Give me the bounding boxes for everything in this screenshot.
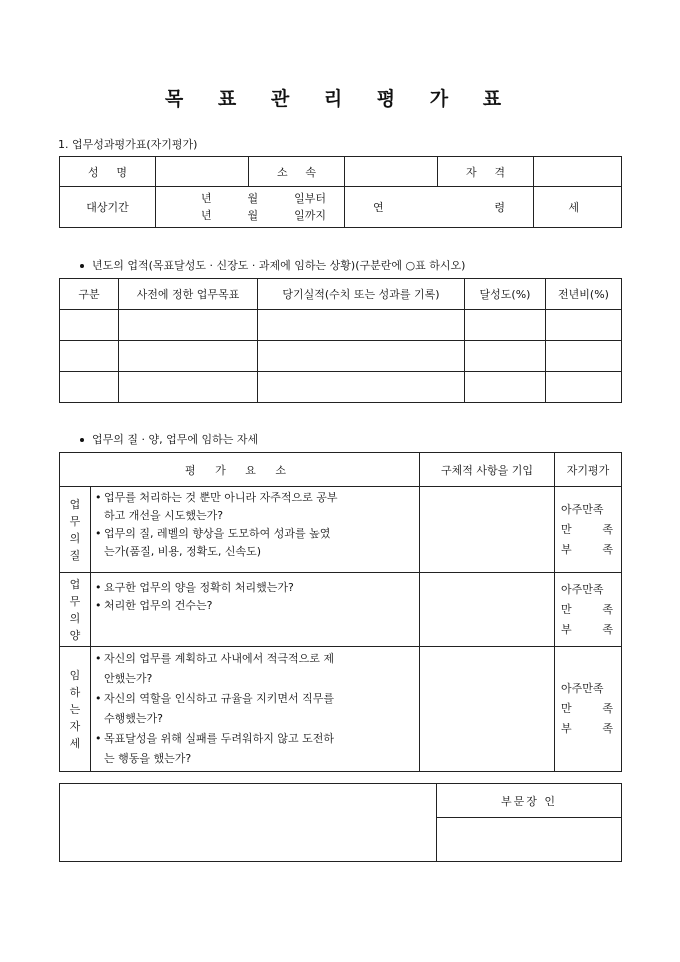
header-category: 구분 — [60, 279, 119, 310]
header-result: 당기실적(수치 또는 성과를 기록) — [258, 279, 465, 310]
eval-group-quality — [60, 487, 622, 573]
section-2-heading: 년도의 업적(목표달성도 · 신장도 · 과제에 임하는 상황)(구분란에 ○표 하시오) — [80, 257, 465, 273]
group-label-quality: 업 무 의 질 — [60, 487, 91, 573]
remarks-field[interactable] — [60, 784, 437, 862]
self-rating[interactable]: 아주만족 만 족 부 족 — [555, 647, 622, 772]
list-item: • 요구한 업무의 양을 정확히 처리했는가? — [95, 581, 294, 594]
qual-label: 자 격 — [466, 165, 505, 179]
confirm-label: 부문장 인 — [437, 784, 622, 818]
dept-label: 소 속 — [277, 165, 316, 179]
list-item: • 업무의 질, 레벨의 향상을 도모하여 성과를 높였 는가(품질, 비용, 정확도, 신속도) — [95, 527, 331, 558]
list-item: • 자신의 역할을 인식하고 규율을 지키면서 직무를 수행했는가? — [95, 692, 335, 725]
list-item: • 목표달성을 위해 실패를 두려워하지 않고 도전하 는 행동을 했는가? — [95, 732, 335, 765]
section-1-heading: 1. 업무성과평가표(자기평가) — [58, 138, 198, 151]
dept-field[interactable] — [345, 157, 438, 187]
group-label-attitude: 임 하 는 자 세 — [60, 647, 91, 772]
table-row — [60, 310, 622, 341]
evaluation-table — [59, 452, 622, 772]
self-rating[interactable]: 아주만족 만 족 부 족 — [555, 573, 622, 647]
table-row — [60, 372, 622, 403]
name-field[interactable] — [156, 157, 249, 187]
period-field[interactable]: 년 월 일부터 년 월 일까지 — [156, 187, 345, 228]
group-label-quantity: 업 무 의 양 — [60, 573, 91, 647]
signature-field[interactable] — [437, 818, 622, 862]
header-detail: 구체적 사항을 기입 — [420, 453, 555, 487]
eval-group-attitude — [60, 647, 622, 772]
period-label: 대상기간 — [60, 187, 156, 228]
info-table — [59, 156, 622, 228]
confirmation-table — [59, 783, 622, 862]
table-row — [60, 341, 622, 372]
page-title: 목 표 관 리 평 가 표 — [164, 88, 516, 110]
header-yoy: 전년비(%) — [546, 279, 622, 310]
name-label: 성 명 — [88, 165, 127, 179]
detail-field[interactable] — [420, 573, 555, 647]
header-goal: 사전에 정한 업무목표 — [119, 279, 258, 310]
header-achievement: 달성도(%) — [465, 279, 546, 310]
header-self: 자기평가 — [555, 453, 622, 487]
eval-group-quantity — [60, 573, 622, 647]
list-item: • 처리한 업무의 건수는? — [95, 599, 213, 612]
header-factor: 평 가 요 소 — [60, 453, 420, 487]
section-3-heading: 업무의 질 · 양, 업무에 임하는 자세 — [80, 431, 258, 447]
detail-field[interactable] — [420, 487, 555, 573]
list-item: • 업무를 처리하는 것 뿐만 아니라 자주적으로 공부 하고 개선을 시도했는가? — [95, 491, 338, 522]
qual-field[interactable] — [534, 157, 622, 187]
self-rating[interactable]: 아주만족 만 족 부 족 — [555, 487, 622, 573]
performance-table — [59, 278, 622, 403]
age-field[interactable] — [534, 187, 622, 228]
detail-field[interactable] — [420, 647, 555, 772]
list-item: • 자신의 업무를 계획하고 사내에서 적극적으로 제 안했는가? — [95, 652, 335, 685]
age-unit: 세 — [568, 201, 579, 214]
age-label: 연 령 — [373, 201, 505, 214]
